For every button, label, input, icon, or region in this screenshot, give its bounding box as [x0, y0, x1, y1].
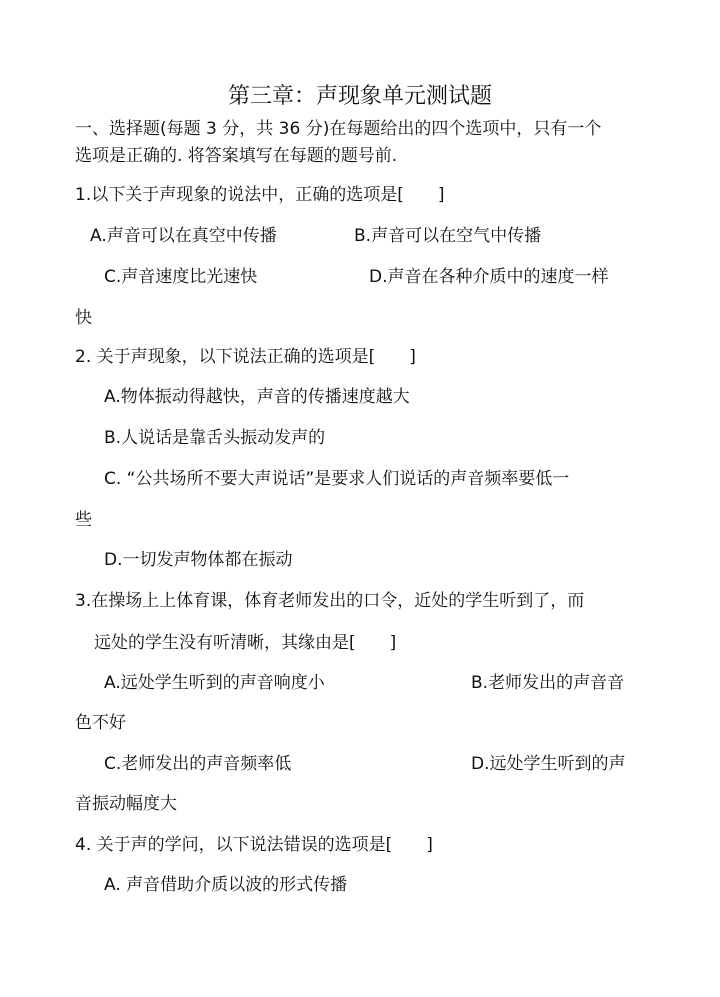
question-2-stem: 2. 关于声现象，以下说法正确的选项是[ ]	[75, 347, 416, 367]
question-3-option-d: D.远处学生听到的声	[471, 754, 626, 774]
question-4-option-a: A. 声音借助介质以波的形式传播	[104, 875, 348, 895]
question-3-option-c: C.老师发出的声音频率低	[104, 754, 292, 774]
question-1-option-b: B.声音可以在空气中传播	[354, 226, 542, 246]
question-3-option-b: B.老师发出的声音音	[471, 673, 625, 693]
question-1-option-d-continued: 快	[75, 308, 92, 328]
question-3-option-a: A.远处学生听到的声音响度小	[104, 673, 325, 693]
question-2-option-c-continued: 些	[75, 510, 92, 530]
question-3-option-d-continued: 音振动幅度大	[75, 794, 177, 814]
page-title: 第三章：声现象单元测试题	[227, 84, 492, 109]
question-1-option-a: A.声音可以在真空中传播	[90, 226, 277, 246]
question-3-stem-line-1: 3.在操场上上体育课，体育老师发出的口令，近处的学生听到了，而	[75, 591, 585, 611]
question-2-option-b: B.人说话是靠舌头振动发声的	[104, 428, 326, 448]
section-instructions-line-1: 一、选择题(每题 3 分，共 36 分)在每题给出的四个选项中，只有一个	[75, 119, 602, 139]
question-1-option-c: C.声音速度比光速快	[104, 267, 258, 287]
question-1-stem: 1.以下关于声现象的说法中，正确的选项是[ ]	[75, 185, 445, 205]
question-2-option-d: D.一切发声物体都在振动	[104, 550, 293, 570]
question-2-option-a: A.物体振动得越快，声音的传播速度越大	[104, 387, 410, 407]
question-2-option-c: C. “公共场所不要大声说话”是要求人们说话的声音频率要低一	[104, 469, 570, 489]
section-instructions-line-2: 选项是正确的. 将答案填写在每题的题号前.	[75, 146, 398, 166]
question-3-stem-line-2: 远处的学生没有听清晰，其缘由是[ ]	[94, 633, 397, 653]
question-1-option-d: D.声音在各种介质中的速度一样	[369, 267, 609, 287]
question-4-stem: 4. 关于声的学问，以下说法错误的选项是[ ]	[75, 835, 433, 855]
question-3-option-b-continued: 色不好	[75, 713, 126, 733]
